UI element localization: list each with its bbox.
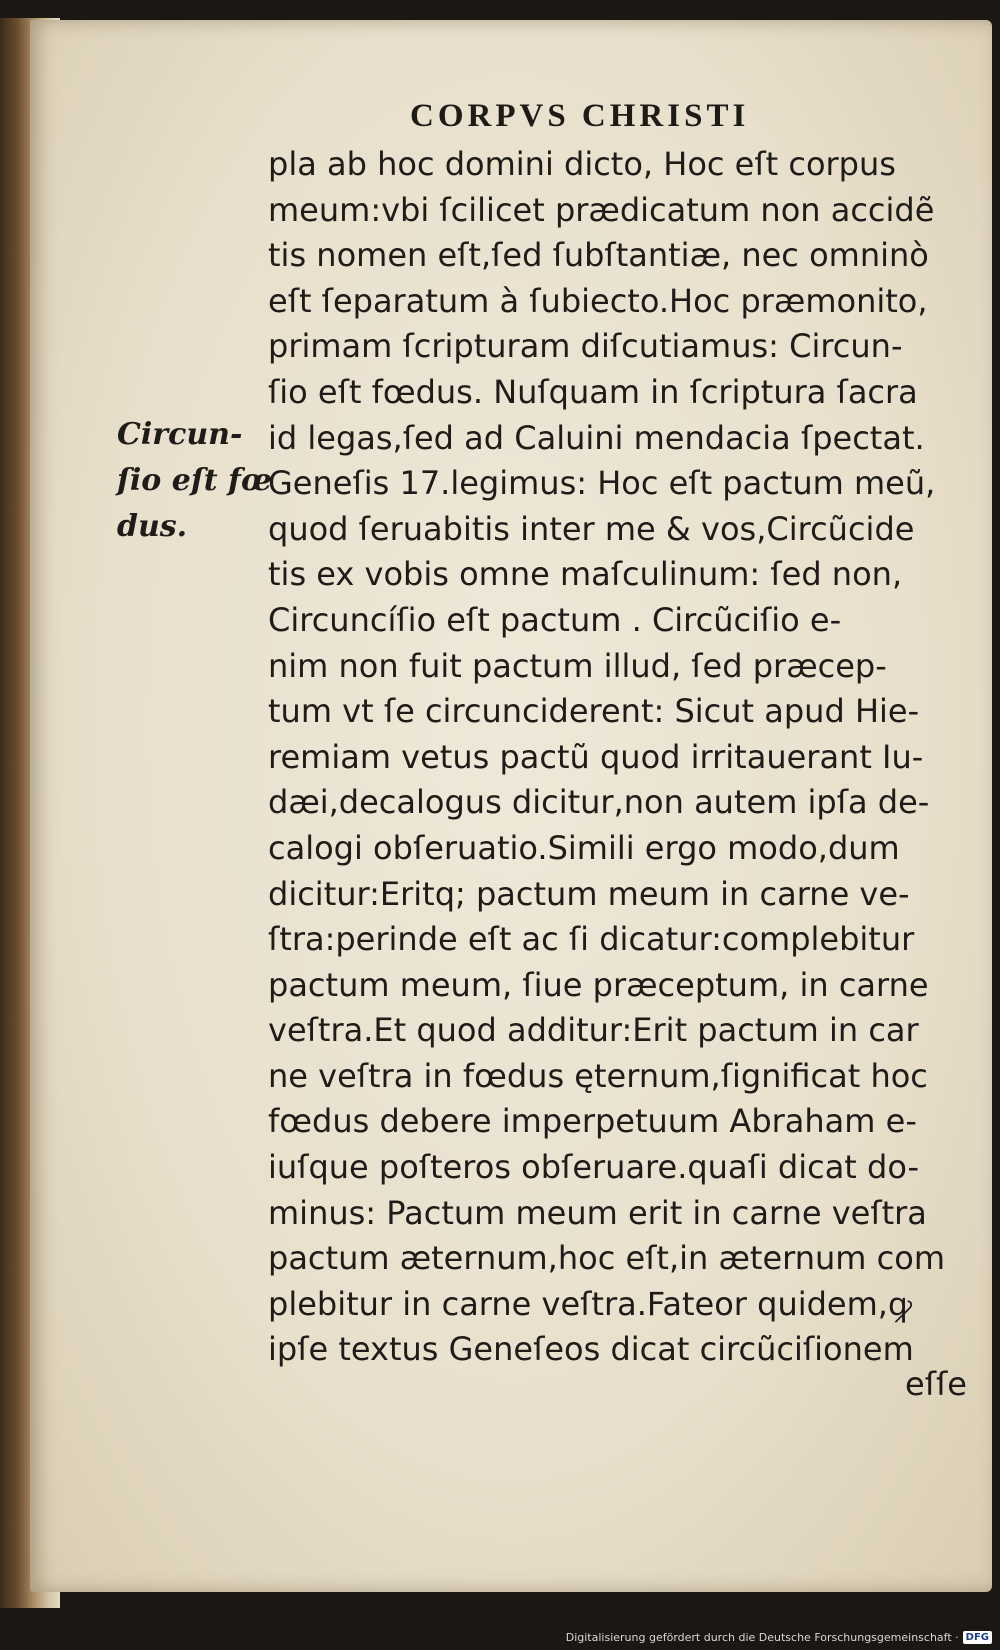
text-line: fœdus debere imperpetuum Abraham e- (268, 1102, 917, 1141)
text-line: ſio eſt fœdus. Nuſquam in ſcriptura ſacra (268, 372, 918, 411)
text-line: ipſe textus Geneſeos dicat circũciſionem (268, 1330, 914, 1369)
text-line: id legas,ſed ad Caluini mendacia ſpectat. (268, 418, 925, 457)
text-line: minus: Pactum meum erit in carne veſtra (268, 1193, 927, 1232)
text-line: veſtra.Et quod additur:Erit pactum in car (268, 1011, 919, 1050)
text-line: dæi,decalogus dicitur,non autem ipſa de- (268, 783, 930, 822)
text-line: tum vt ſe circunciderent: Sicut apud Hie- (268, 692, 920, 731)
text-line: pactum æternum,hoc eſt,in æternum com (268, 1239, 945, 1278)
text-line: ſtra:perinde eſt ac ſi dicatur:complebitur (268, 920, 915, 959)
margin-note-line: Circun- (117, 417, 243, 452)
text-line: calogi obſeruatio.Simili ergo modo,dum (268, 828, 900, 867)
text-line: meum:vbi ſcilicet prædicatum non accidẽ (268, 190, 935, 229)
running-head: CORPVS CHRISTI (410, 98, 750, 134)
text-line: ne veſtra in fœdus ęternum,ſignificat hoc (268, 1056, 928, 1095)
credit-text: Digitalisierung gefördert durch die Deutsche Forschungsgemeinschaft · (565, 1630, 959, 1644)
text-line: eſt ſeparatum à ſubiecto.Hoc præmonito, (268, 281, 928, 320)
text-line: pla ab hoc domini dicto, Hoc eſt corpus (268, 145, 896, 183)
margin-note-line: dus. (117, 509, 188, 544)
text-line: plebitur in carne veſtra.Fateor quidem,ꝙ (268, 1284, 912, 1323)
margin-note (117, 412, 272, 550)
text-line: dicitur:Eritq; pactum meum in carne ve- (268, 874, 910, 913)
text-line: Circuncíſio eſt pactum . Circũciſio e- (268, 600, 842, 639)
text-line: tis ex vobis omne maſculinum: ſed non, (268, 555, 903, 594)
text-line: remiam vetus pactũ quod irritauerant Iu- (268, 737, 924, 776)
text-line: primam ſcripturam diſcutiamus: Circun- (268, 327, 903, 366)
dfg-logo: DFG (963, 1631, 992, 1644)
body-text (268, 142, 958, 1373)
text-line: quod ſeruabitis inter me & vos,Circũcide (268, 509, 915, 548)
text-line: nim non fuit pactum illud, ſed præcep- (268, 646, 887, 685)
text-line: iuſque poſteros obſeruare.quaſi dicat do- (268, 1148, 920, 1187)
text-line: tis nomen eſt,ſed ſubſtantiæ, nec omninò (268, 236, 929, 275)
text-line: Geneſis 17.legimus: Hoc eſt pactum meũ, (268, 464, 936, 503)
catchword: eſſe (905, 1365, 967, 1403)
margin-note-line: ſio eſt fœ (117, 463, 272, 498)
digitization-credit (566, 1628, 992, 1646)
text-line: pactum meum, ſiue præceptum, in carne (268, 965, 929, 1004)
